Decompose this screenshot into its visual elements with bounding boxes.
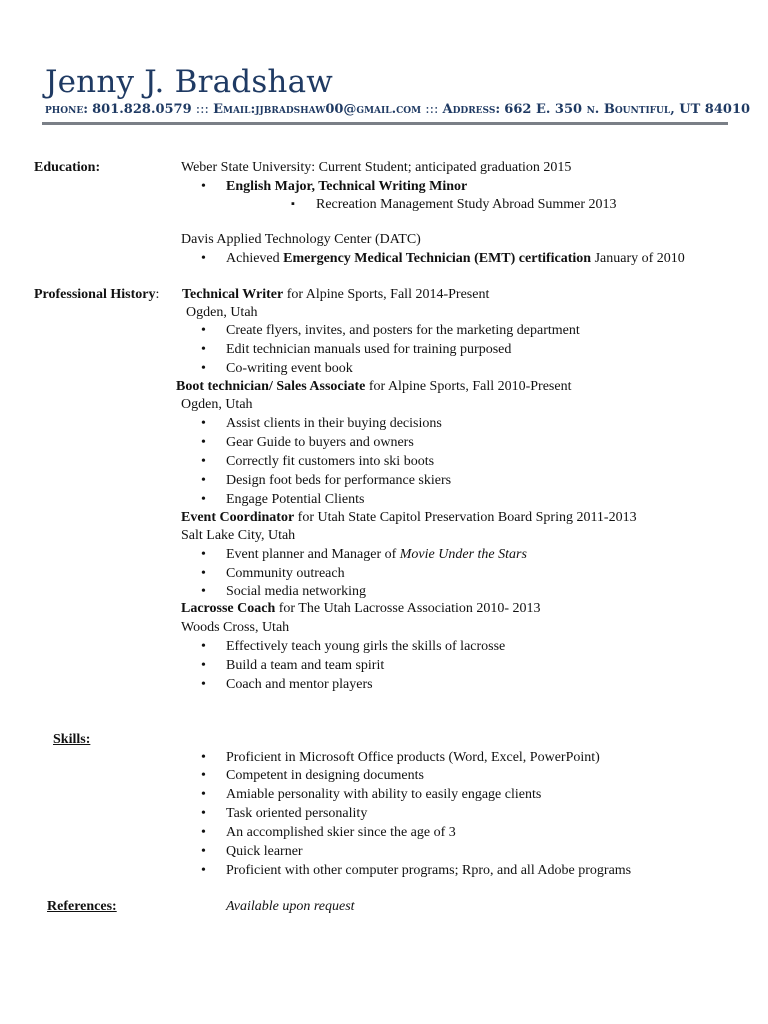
job-location: Salt Lake City, Utah — [181, 528, 296, 543]
list-item-text: Create flyers, invites, and posters for the marketing department — [226, 323, 580, 338]
phone-label: phone: — [45, 102, 88, 117]
job-title: Boot technician/ Sales Associate — [176, 379, 366, 394]
bullet-icon: • — [201, 492, 206, 507]
bullet-icon: • — [201, 584, 206, 599]
skill-text: Competent in designing documents — [226, 768, 424, 783]
bullet-icon: • — [201, 863, 206, 878]
job-title-line — [182, 287, 489, 303]
emt-pre: Achieved — [226, 251, 284, 266]
bullet-icon: • — [201, 566, 206, 581]
list-item-text: Community outreach — [226, 566, 345, 581]
education-label: Education: — [34, 160, 101, 175]
separator: ::: — [195, 102, 209, 117]
skills-label: Skills: — [53, 732, 91, 747]
address-label: Address: — [442, 102, 501, 117]
skill-text: Quick learner — [226, 844, 303, 859]
bullet-pre: Event planner and Manager of — [226, 547, 400, 562]
bullet-icon: • — [201, 825, 206, 840]
bullet-icon: • — [201, 416, 206, 431]
job-detail: for Alpine Sports, Fall 2010-Present — [365, 379, 572, 394]
bullet-icon: • — [201, 768, 206, 783]
list-item-text: Assist clients in their buying decisions — [226, 416, 442, 431]
bullet-icon: • — [201, 361, 206, 376]
job-title: Technical Writer — [182, 287, 284, 302]
list-item-text: Correctly fit customers into ski boots — [226, 454, 435, 469]
skill-text: Amiable personality with ability to easily engage clients — [226, 787, 542, 802]
event-name: Movie Under the Stars — [399, 547, 527, 562]
job-title-line — [181, 510, 637, 526]
job-detail: for The Utah Lacrosse Association 2010- 2013 — [275, 601, 541, 616]
bullet-icon: • — [201, 435, 206, 450]
references-value: Available upon request — [226, 899, 355, 914]
list-item-text — [226, 547, 527, 563]
contact-line — [45, 102, 750, 117]
job-title-line — [181, 601, 541, 617]
history-label-text: Professional History — [34, 287, 156, 302]
emt-post: January of 2010 — [591, 251, 685, 266]
bullet-icon: • — [201, 547, 206, 562]
job-title: Lacrosse Coach — [181, 601, 276, 616]
bullet-icon: • — [201, 342, 206, 357]
bullet-icon: • — [201, 473, 206, 488]
job-detail: for Alpine Sports, Fall 2014-Present — [283, 287, 490, 302]
emt-bold: Emergency Medical Technician (EMT) certification — [283, 251, 592, 266]
email-label: Email: — [213, 102, 256, 117]
job-location: Woods Cross, Utah — [181, 620, 290, 635]
phone-value: 801.828.0579 — [92, 102, 192, 117]
emt-text — [226, 251, 685, 267]
list-item-text: Engage Potential Clients — [226, 492, 365, 507]
bullet-icon: • — [201, 844, 206, 859]
skill-text: An accomplished skier since the age of 3 — [226, 825, 456, 840]
list-item-text: Coach and mentor players — [226, 677, 373, 692]
header-divider — [42, 122, 728, 125]
school-weber: Weber State University: Current Student; anticipated graduation 2015 — [181, 160, 572, 175]
list-item-text: Co-writing event book — [226, 361, 353, 376]
separator: ::: — [425, 102, 439, 117]
bullet-icon: • — [201, 251, 206, 266]
bullet-icon: • — [201, 323, 206, 338]
address-value: 662 E. 350 n. Bountiful, UT 84010 — [504, 102, 751, 117]
bullet-icon: • — [201, 787, 206, 802]
job-title-line — [176, 379, 572, 395]
email-value: jjbradshaw00@gmail.com — [255, 102, 422, 117]
history-colon: : — [155, 287, 160, 302]
abroad-text: Recreation Management Study Abroad Summer 2013 — [316, 197, 617, 212]
references-label: References: — [47, 899, 117, 914]
history-label — [34, 287, 159, 303]
job-location: Ogden, Utah — [181, 397, 253, 412]
resume-name: Jenny J. Bradshaw — [45, 64, 334, 100]
major-text: English Major, Technical Writing Minor — [226, 179, 468, 194]
list-item-text: Build a team and team spirit — [226, 658, 385, 673]
skill-text: Task oriented personality — [226, 806, 368, 821]
list-item-text: Gear Guide to buyers and owners — [226, 435, 414, 450]
job-location: Ogden, Utah — [186, 305, 258, 320]
bullet-icon: • — [201, 806, 206, 821]
skill-text: Proficient with other computer programs; Rpro, and all Adobe programs — [226, 863, 632, 878]
school-datc: Davis Applied Technology Center (DATC) — [181, 232, 421, 247]
bullet-icon: • — [201, 677, 206, 692]
list-item-text: Edit technician manuals used for training purposed — [226, 342, 512, 357]
bullet-icon: • — [201, 454, 206, 469]
square-bullet-icon: ▪ — [291, 198, 295, 210]
list-item-text: Design foot beds for performance skiers — [226, 473, 452, 488]
bullet-icon: • — [201, 658, 206, 673]
skill-text: Proficient in Microsoft Office products (Word, Excel, PowerPoint) — [226, 750, 600, 765]
list-item-text: Social media networking — [226, 584, 366, 599]
bullet-icon: • — [201, 179, 206, 194]
bullet-icon: • — [201, 639, 206, 654]
job-detail: for Utah State Capitol Preservation Board Spring 2011-2013 — [294, 510, 637, 525]
job-title: Event Coordinator — [181, 510, 295, 525]
bullet-icon: • — [201, 750, 206, 765]
list-item-text: Effectively teach young girls the skills of lacrosse — [226, 639, 506, 654]
